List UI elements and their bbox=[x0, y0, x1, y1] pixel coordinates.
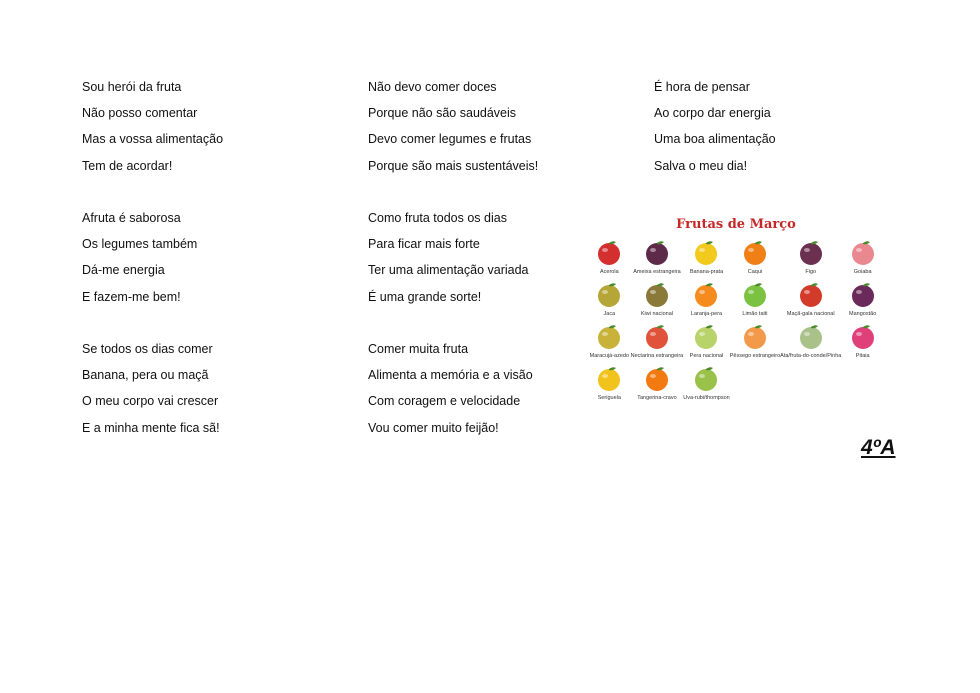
fruit-item bbox=[780, 322, 841, 362]
verse-line: Porque não são saudáveis bbox=[368, 106, 517, 121]
fruit-name: Pêssego estrangeiro bbox=[729, 353, 781, 359]
fruit-item bbox=[631, 238, 684, 278]
class-label: 4ºA bbox=[861, 436, 896, 459]
fruit-name: Goiaba bbox=[853, 269, 872, 275]
fruit-name: Maçã-gala nacional bbox=[786, 311, 835, 317]
fruit-item bbox=[683, 364, 729, 404]
fruit-item bbox=[780, 280, 841, 320]
poem-column-1 bbox=[82, 74, 223, 441]
fruit-icon bbox=[848, 238, 878, 268]
fruit-item bbox=[780, 238, 841, 278]
verse-line: Ter uma alimentação variada bbox=[368, 263, 529, 278]
fruit-icon bbox=[594, 364, 624, 394]
fruit-name: Mangostão bbox=[849, 311, 877, 317]
verse-line: Devo comer legumes e frutas bbox=[368, 132, 532, 147]
verse-line: Tem de acordar! bbox=[82, 158, 173, 173]
fruit-name: Acerola bbox=[600, 269, 619, 275]
verse-line: Vou comer muito feijão! bbox=[368, 420, 499, 435]
fruit-icon bbox=[594, 322, 624, 352]
verse-line: Mas a vossa alimentação bbox=[82, 132, 224, 147]
verse-line: Não posso comentar bbox=[82, 106, 198, 121]
fruit-name: Laranja-pera bbox=[690, 311, 723, 317]
fruit-name: Maracujá-azedo bbox=[589, 353, 630, 359]
fruit-item bbox=[841, 238, 884, 278]
fruit-icon bbox=[642, 280, 672, 310]
fruit-icon bbox=[740, 238, 770, 268]
fruit-name: Banana-prata bbox=[689, 269, 724, 275]
poster-title: Frutas de Março bbox=[676, 217, 796, 232]
verse-line: Uma boa alimentação bbox=[654, 132, 776, 147]
fruit-item bbox=[588, 238, 631, 278]
verse-line: E fazem-me bem! bbox=[82, 289, 181, 304]
fruit-name: Seriguela bbox=[597, 395, 621, 401]
verse-line: Não devo comer doces bbox=[368, 80, 497, 94]
verse-line: Porque são mais sustentáveis! bbox=[368, 158, 539, 173]
verse-line: É uma grande sorte! bbox=[368, 289, 482, 304]
fruit-name: Nectarina estrangeira bbox=[630, 353, 684, 359]
fruit-icon bbox=[796, 322, 826, 352]
verse-line: Dá-me energia bbox=[82, 263, 165, 278]
verse-line: Os legumes também bbox=[82, 237, 198, 252]
verse-line: Sou herói da fruta bbox=[82, 80, 182, 94]
fruit-icon bbox=[740, 322, 770, 352]
fruit-icon bbox=[594, 280, 624, 310]
fruit-icon bbox=[691, 280, 721, 310]
fruit-name: Jaca bbox=[603, 311, 616, 317]
fruit-item bbox=[841, 280, 884, 320]
fruit-icon bbox=[691, 322, 721, 352]
verse-line: E a minha mente fica sã! bbox=[82, 420, 220, 435]
fruit-name: Ata/fruta-do-conde/Pinha bbox=[780, 353, 842, 359]
verse-line: Afruta é saborosa bbox=[82, 211, 181, 225]
fruit-name: Limão taiti bbox=[742, 311, 768, 317]
fruit-name: Pera nacional bbox=[689, 353, 724, 359]
fruit-icon bbox=[594, 238, 624, 268]
fruit-item bbox=[730, 280, 780, 320]
verse-line: Como fruta todos os dias bbox=[368, 211, 507, 225]
fruit-icon bbox=[848, 322, 878, 352]
fruit-item bbox=[683, 322, 729, 362]
fruit-icon bbox=[642, 364, 672, 394]
fruit-icon bbox=[740, 280, 770, 310]
fruit-item bbox=[588, 280, 631, 320]
fruit-item bbox=[588, 364, 631, 404]
poem-column-2 bbox=[368, 74, 538, 441]
fruit-item bbox=[730, 238, 780, 278]
fruit-icon bbox=[796, 238, 826, 268]
fruit-poster bbox=[588, 212, 884, 406]
fruit-item bbox=[730, 322, 780, 362]
fruit-name: Uva-rubi/thompson bbox=[683, 395, 730, 401]
fruit-name: Caqui bbox=[747, 269, 763, 275]
verse-line: Alimenta a memória e a visão bbox=[368, 368, 533, 383]
fruit-item bbox=[588, 322, 631, 362]
verse-line: É hora de pensar bbox=[654, 80, 750, 94]
verse-line: Para ficar mais forte bbox=[368, 237, 480, 252]
verse-line: Comer muita fruta bbox=[368, 342, 469, 356]
fruit-item bbox=[631, 322, 684, 362]
fruit-name: Pitaia bbox=[855, 353, 870, 359]
fruit-name: Tangerina-cravo bbox=[637, 395, 677, 401]
poem-column-3 bbox=[654, 74, 776, 179]
fruit-grid bbox=[588, 238, 884, 404]
fruit-name: Kiwi nacional bbox=[640, 311, 673, 317]
verse-line: Banana, pera ou maçã bbox=[82, 368, 209, 383]
fruit-icon bbox=[848, 280, 878, 310]
verse-line: O meu corpo vai crescer bbox=[82, 394, 219, 409]
fruit-item bbox=[841, 322, 884, 362]
fruit-icon bbox=[642, 322, 672, 352]
fruit-item bbox=[683, 280, 729, 320]
fruit-item bbox=[631, 364, 684, 404]
verse-line: Se todos os dias comer bbox=[82, 342, 213, 356]
fruit-icon bbox=[642, 238, 672, 268]
fruit-name: Ameixa estrangeira bbox=[633, 269, 681, 275]
fruit-item bbox=[631, 280, 684, 320]
fruit-name: Figo bbox=[805, 269, 817, 275]
verse-line: Com coragem e velocidade bbox=[368, 394, 521, 409]
fruit-item bbox=[683, 238, 729, 278]
fruit-icon bbox=[691, 364, 721, 394]
verse-line: Salva o meu dia! bbox=[654, 158, 748, 173]
verse-line: Ao corpo dar energia bbox=[654, 106, 771, 121]
fruit-icon bbox=[691, 238, 721, 268]
fruit-icon bbox=[796, 280, 826, 310]
